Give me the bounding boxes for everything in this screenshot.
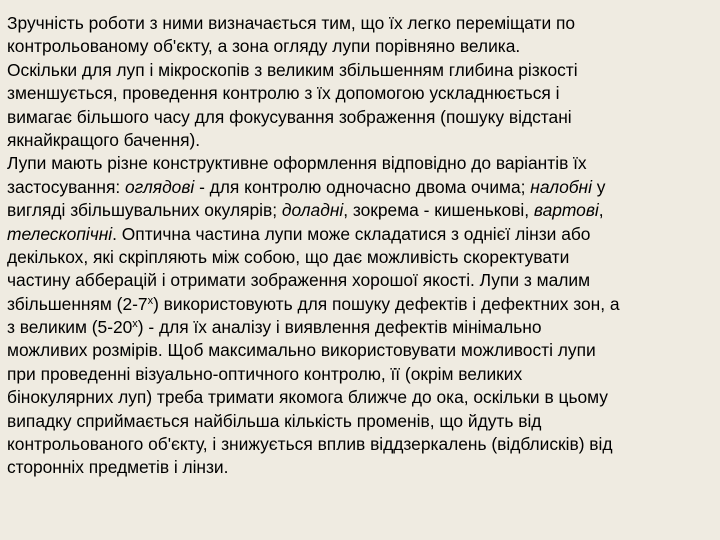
text-line xyxy=(7,456,719,479)
text-segment: , xyxy=(598,200,604,221)
text-line xyxy=(7,316,719,339)
text-segment: Зручність роботи з ними визначається тим, що їх легко переміщати по xyxy=(7,13,576,33)
text-line xyxy=(7,176,719,199)
text-segment: при проведенні візуально-оптичного контролю, її (окрім великих xyxy=(7,363,523,384)
text-segment: - для контролю одночасно двома очима; xyxy=(194,176,531,197)
text-segment: Лупи мають різне конструктивне оформлення відповідно до варіантів їх xyxy=(7,153,587,174)
body-text xyxy=(7,12,719,480)
text-line xyxy=(7,363,719,386)
text-line xyxy=(7,293,719,316)
text-segment: випадку сприймається найбільша кількість променів, що йдуть від xyxy=(7,410,542,431)
italic-term: телескопічні xyxy=(7,223,113,244)
text-segment: частину абберацій і отримати зображення хорошої якості. Лупи з малим xyxy=(7,270,591,291)
superscript: х xyxy=(147,294,154,307)
text-segment: сторонніх предметів і лінзи. xyxy=(7,457,229,478)
text-segment: . Оптична частина лупи може складатися з однієї лінзи або xyxy=(112,223,591,244)
text-line xyxy=(7,223,719,246)
text-segment: вимагає більшого часу для фокусування зображення (пошуку відстані xyxy=(7,106,572,127)
text-line xyxy=(7,433,719,456)
superscript: х xyxy=(132,318,138,331)
text-line xyxy=(7,199,719,222)
text-segment: ) - для їх аналізу і виявлення дефектів мінімально xyxy=(137,317,542,338)
italic-term: оглядові xyxy=(124,176,195,197)
text-line xyxy=(7,12,719,35)
text-segment: застосування: xyxy=(7,176,125,197)
text-segment: у xyxy=(591,176,606,197)
text-segment: збільшенням (2-7 xyxy=(7,293,148,314)
italic-term: налобні xyxy=(530,176,592,197)
text-segment: ) використовують для пошуку дефектів і дефектних зон, а xyxy=(153,293,620,314)
italic-term: вартові xyxy=(533,200,599,221)
text-line xyxy=(7,59,719,82)
text-segment: контрольованому об'єкту, а зона огляду лупи порівняно велика. xyxy=(7,36,521,57)
text-line xyxy=(7,106,719,129)
text-segment: з великим (5-20 xyxy=(7,317,133,338)
text-line xyxy=(7,152,719,175)
text-segment: бінокулярних луп) треба тримати якомога ближче до ока, оскільки в цьому xyxy=(7,387,608,408)
text-segment: можливих розмірів. Щоб максимально використовувати можливості лупи xyxy=(7,340,596,361)
text-line xyxy=(7,339,719,362)
text-line xyxy=(7,269,719,292)
text-segment: вигляді збільшувальних окулярів; xyxy=(7,200,282,221)
text-segment: , зокрема - кишенькові, xyxy=(343,200,534,221)
italic-term: доладні xyxy=(281,200,344,221)
text-line xyxy=(7,246,719,269)
text-line xyxy=(7,386,719,409)
text-line xyxy=(7,410,719,433)
text-line xyxy=(7,35,719,58)
text-segment: зменшується, проведення контролю з їх допомогою ускладнюється і xyxy=(7,83,560,104)
text-line xyxy=(7,129,719,152)
text-line xyxy=(7,82,719,105)
text-segment: контрольованого об'єкту, і знижується вплив віддзеркалень (відблисків) від xyxy=(7,434,613,455)
text-segment: декількох, які скріпляють між собою, що дає можливість скоректувати xyxy=(7,246,570,267)
text-segment: Оскільки для луп і мікроскопів з великим збільшенням глибина різкості xyxy=(7,59,578,80)
text-segment: якнайкращого бачення). xyxy=(7,129,201,150)
